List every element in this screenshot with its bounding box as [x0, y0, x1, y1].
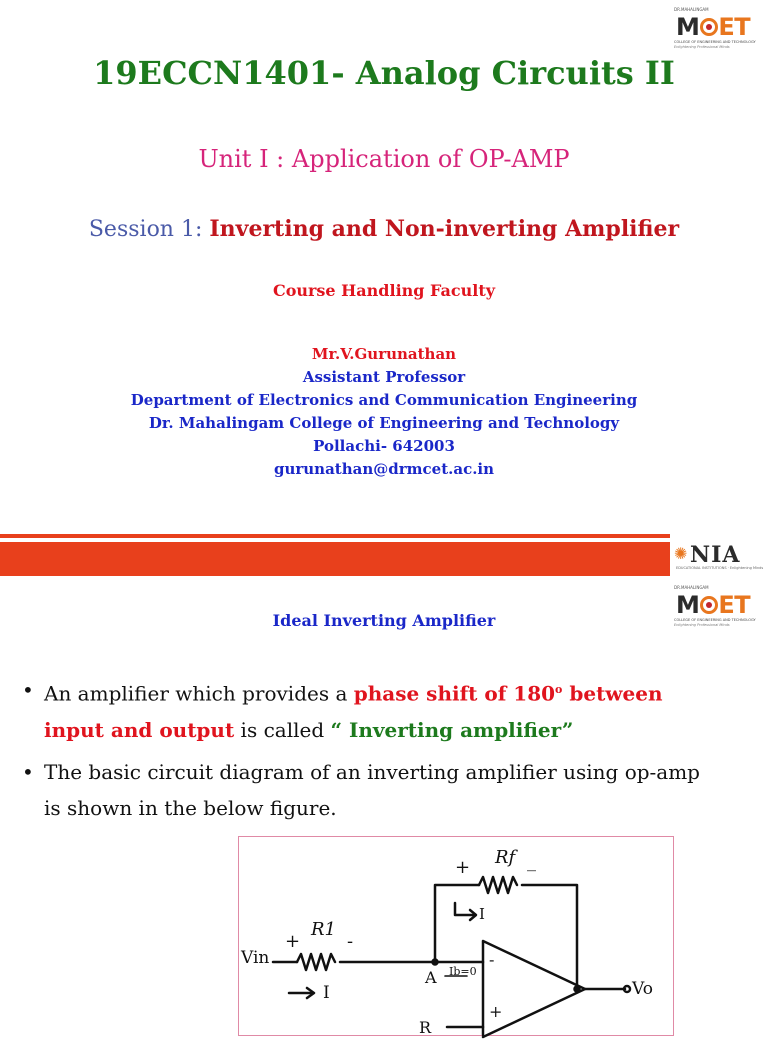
- r1-plus-sign: +: [285, 931, 301, 952]
- department: Department of Electronics and Communication Engineering: [130, 391, 638, 409]
- logo-word: M ET: [676, 13, 751, 41]
- nia-logo-text: NIA: [690, 542, 741, 568]
- logo-ring-icon: [700, 18, 718, 36]
- output-terminal-icon: [624, 986, 630, 992]
- circuit-figure: [238, 836, 674, 1036]
- content-slide: [0, 576, 768, 1037]
- ib-label: Ib=0: [449, 965, 477, 978]
- vin-label: Vin: [241, 948, 270, 968]
- mcet-logo: [666, 4, 762, 50]
- logo-college-text: COLLEGE OF ENGINEERING AND TECHNOLOGY: [674, 618, 756, 622]
- rf-resistor-icon: [479, 877, 517, 893]
- rf-plus-sign: +: [455, 857, 471, 878]
- nia-logo: [672, 540, 768, 574]
- unit-title: Unit I : Application of OP-AMP: [198, 145, 570, 173]
- r1-resistor-icon: [297, 954, 335, 970]
- college-name: Dr. Mahalingam College of Engineering and Technology: [148, 414, 620, 432]
- footer-stripe-thin: [0, 534, 670, 538]
- session-line: [0, 216, 768, 242]
- logo-word: M ET: [676, 591, 751, 619]
- bullet-item-definition: • An amplifier which provides a phase shift of 180$^o$ between input and output is called “ Inverting amplifier”: [20, 672, 720, 748]
- footer-band: [0, 532, 768, 576]
- logo-college-text: COLLEGE OF ENGINEERING AND TECHNOLOGY: [674, 40, 756, 44]
- vo-label: Vo: [632, 979, 653, 999]
- nia-star-icon: ✺: [674, 544, 688, 563]
- faculty-name: Mr.V.Gurunathan: [311, 345, 457, 363]
- nia-logo-subtext: EDUCATIONAL INSTITUTIONS · Enlightening Minds: [676, 566, 764, 570]
- logo-tagline: Enlightening Professional Minds: [674, 45, 730, 49]
- logo-top-text: DR.MAHALINGAM: [674, 7, 709, 12]
- designation: Assistant Professor: [302, 368, 466, 386]
- feedback-left-wire: [435, 885, 479, 962]
- opamp-triangle-icon: [483, 941, 585, 1037]
- faculty-heading: Course Handling Faculty: [272, 281, 496, 300]
- rf-label: Rf: [495, 847, 516, 868]
- bullet-list: [20, 672, 720, 832]
- bottom-r-label: R: [419, 1018, 432, 1037]
- inverting-amplifier-diagram: [239, 837, 673, 1035]
- feedback-i-label: I: [479, 905, 485, 923]
- location: Pollachi- 642003: [313, 437, 455, 455]
- session-title: Inverting and Non-inverting Amplifier: [209, 216, 680, 242]
- r1-label: R1: [311, 919, 337, 940]
- opamp-plus-sign: +: [489, 1002, 503, 1021]
- course-title: 19ECCN1401- Analog Circuits II: [93, 54, 675, 92]
- footer-stripe-thick: [0, 542, 670, 576]
- i-label: I: [323, 983, 330, 1003]
- r1-minus-sign: -: [347, 931, 354, 952]
- email[interactable]: gurunathan@drmcet.ac.in: [273, 460, 495, 478]
- logo-tagline: Enlightening Professional Minds: [674, 623, 730, 627]
- output-node-dot: [575, 987, 580, 992]
- opamp-minus-sign: -: [489, 950, 495, 969]
- bullet-item-circuit-intro: • The basic circuit diagram of an inverting amplifier using op-amp is shown in the below figure.: [20, 754, 720, 826]
- node-a-label: A: [425, 968, 437, 987]
- logo-top-text: DR.MAHALINGAM: [674, 585, 709, 590]
- session-label: Session 1:: [88, 217, 203, 242]
- slide-heading: Ideal Inverting Amplifier: [272, 611, 496, 630]
- rf-minus-sign: _: [527, 851, 536, 872]
